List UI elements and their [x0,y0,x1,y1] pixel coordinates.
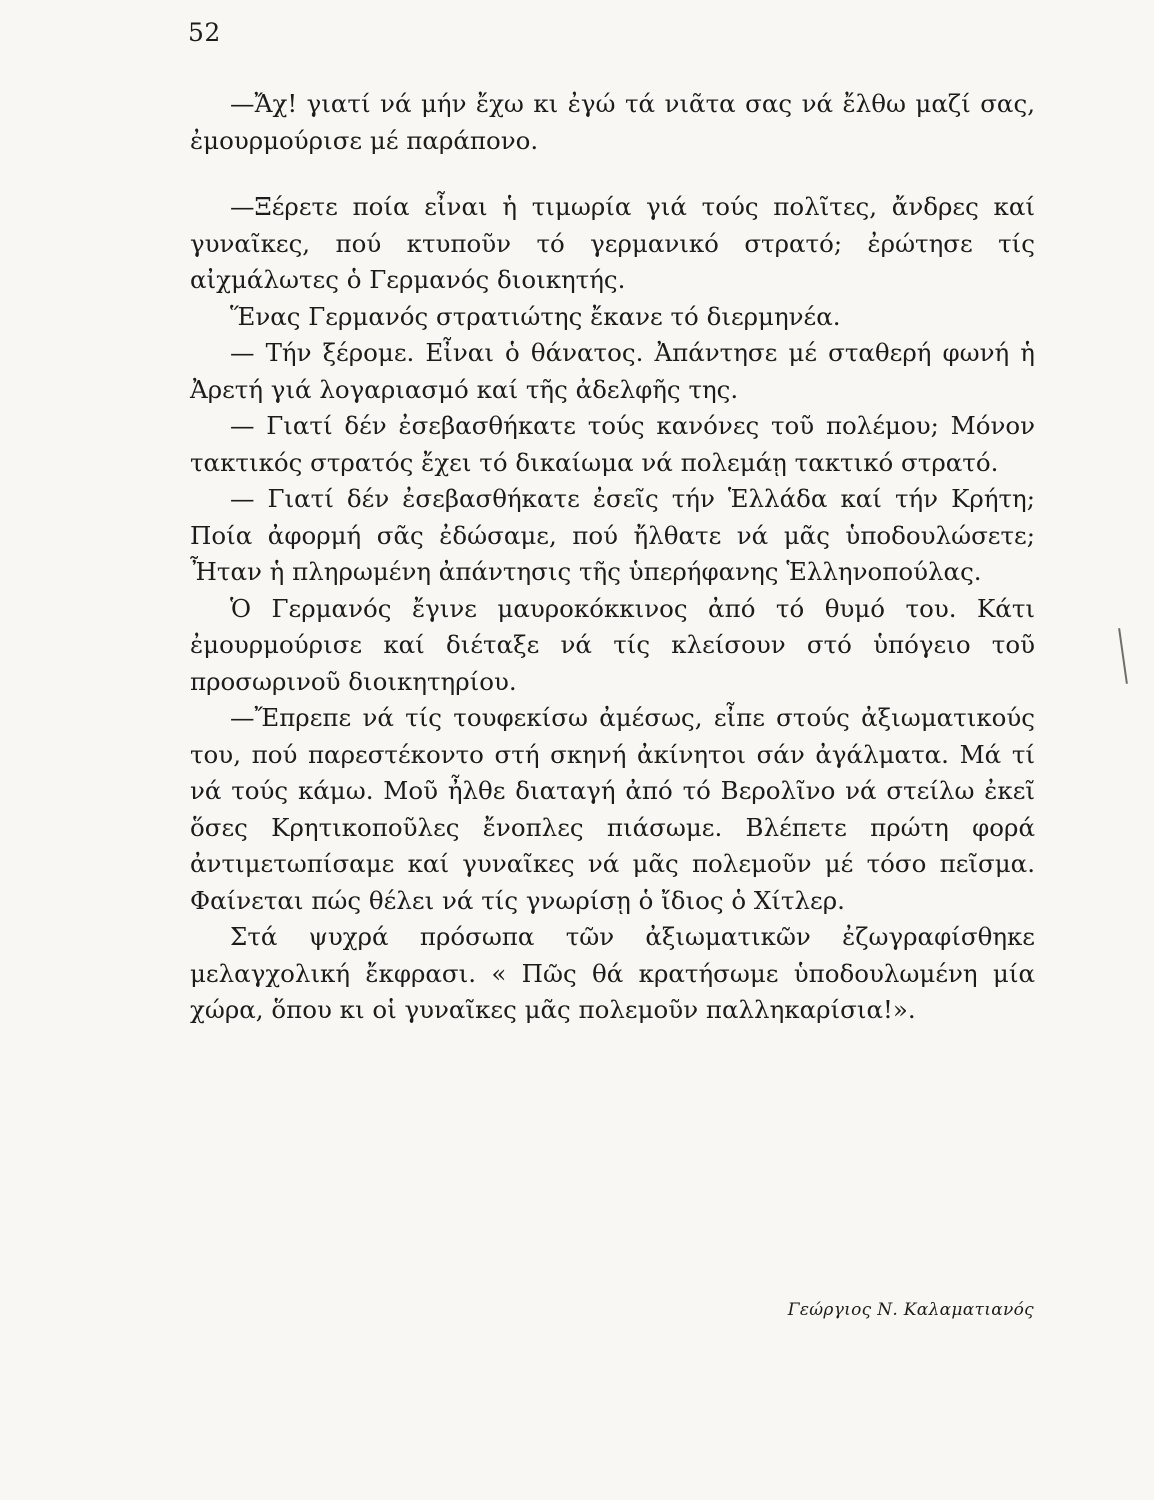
paragraph-6: — Γιατί δέν ἐσεβασθήκατε ἐσεῖς τήν Ἑλλάδα καί τήν Κρήτη; Ποία ἀφορμή σᾶς ἐδώσαμε, πού ἤλθατε νά μᾶς ὑποδουλώσετε; Ἦταν ἡ πληρωμένη ἀπάντησις τῆς ὑπερήφανης Ἑλληνοπούλας. [190,484,1035,586]
paragraph-1: —Ἄχ! γιατί νά μήν ἔχω κι ἐγώ τά νιᾶτα σας νά ἔλθω μαζί σας, ἐμουρμούρισε μέ παράπονο. [190,89,1035,155]
paragraph-7: Ὁ Γερμανός ἔγινε μαυροκόκκινος ἀπό τό θυμό του. Κάτι ἐμουρμούρισε καί διέταξε νά τίς κλείσουν στό ὑπόγειο τοῦ προσωρινοῦ διοικητηρίου. [190,593,1035,696]
paragraph-2: —Ξέρετε ποία εἶναι ἡ τιμωρία γιά τούς πολῖτες, ἄνδρες καί γυναῖκες, πού κτυποῦν τό γερμανικό στρατό; ἐρώτησε τίς αἰχμάλωτες ὁ Γερμανός διοικητής. [190,192,1035,294]
page-number: 52 [188,18,221,47]
paragraph-9: Στά ψυχρά πρόσωπα τῶν ἀξιωματικῶν ἐζωγραφίσθηκε μελαγχολική ἔκφρασι. « Πῶς θά κρατήσωμε ὑποδουλωμένη μία χώρα, ὅπου κι οἱ γυναῖκες μᾶς πολεμοῦν παλληκαρίσια!». [190,922,1035,1024]
paragraph-3: Ἕνας Γερμανός στρατιώτης ἔκανε τό διερμηνέα. [230,301,841,331]
paragraph-8: —Ἔπρεπε νά τίς τουφεκίσω ἀμέσως, εἶπε στούς ἀξιωματικούς του, πού παρεστέκοντο στή σκηνή ἀκίνητοι σάν ἀγάλματα. Μά τί νά τούς κάμω. Μοῦ ἦλθε διαταγή ἀπό τό Βερολῖνο νά στείλω ἐκεῖ ὅσες Κρητικοποῦλες ἔνοπλες πιάσωμε. Βλέπετε πρώτη φορά ἀντιμετωπίσαμε καί γυναῖκες νά μᾶς πολεμοῦν μέ τόσο πεῖσμα. Φαίνεται πώς θέλει νά τίς γνωρίσῃ ὁ ἴδιος ὁ Χίτλερ. [190,703,1035,915]
margin-pen-mark [1118,628,1128,684]
paragraph-4: — Τήν ξέρομε. Εἶναι ὁ θάνατος. Ἀπάντησε μέ σταθερή φωνή ἡ Ἀρετή γιά λογαριασμό καί τῆς ἀδελφῆς της. [190,338,1035,404]
author-signature: Γεώργιος Ν. Καλαματιανός [787,1300,1034,1320]
paragraph-5: — Γιατί δέν ἐσεβασθήκατε τούς κανόνες τοῦ πολέμου; Μόνον τακτικός στρατός ἔχει τό δικαίωμα νά πολεμάῃ τακτικό στρατό. [190,411,1035,477]
body-text [190,86,1035,1029]
